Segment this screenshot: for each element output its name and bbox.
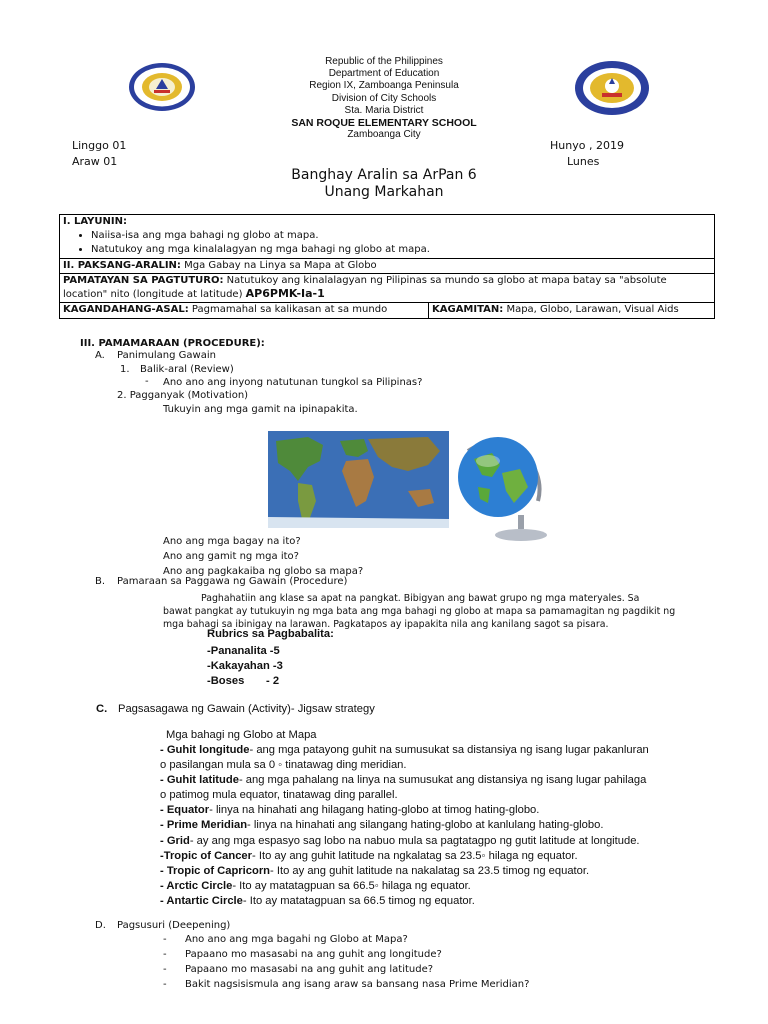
meta-day: Lunes: [567, 155, 600, 168]
pamantayan-code: AP6PMK-Ia-1: [245, 286, 325, 300]
kagandahang-cell: [60, 303, 429, 319]
kagamitan-label: KAGAMITAN:: [432, 304, 504, 316]
kagandahang-value: Pagmamahal sa kalikasan at sa mundo: [191, 304, 388, 316]
deepening-question: Ano ano ang mga bagahi ng Globo at Mapa?: [185, 934, 408, 945]
layunin-label: I. LAYUNIN:: [63, 216, 127, 227]
a1-question: Ano ano ang inyong natutunan tungkol sa Pilipinas?: [163, 377, 423, 388]
header-division: Division of City Schools: [331, 92, 437, 104]
globe-image: [448, 431, 554, 543]
term-description: - Ito ay ang guhit latitude na ngkalatag sa 23.5◦ hilaga ng equator.: [252, 849, 578, 862]
pamantayan-cell: [60, 274, 715, 303]
header-region: Region IX, Zamboanga Peninsula: [309, 80, 459, 92]
term-description: - Ito ay ang guhit latitude na nakalatag sa 23.5 timog ng equator.: [270, 864, 590, 877]
rubric-item: -Kakayahan -3: [207, 660, 283, 672]
list-item: [160, 818, 649, 833]
lesson-info-table: [59, 214, 715, 319]
section-c-label: C.: [96, 703, 108, 715]
section-b-label: B.: [95, 576, 106, 587]
deepening-question: Papaano mo masasabi na ang guhit ang longitude?: [185, 949, 442, 960]
a2-title: 2. Pagganyak (Motivation): [117, 390, 249, 401]
term-label: - Arctic Circle: [160, 879, 233, 892]
kagandahang-label: KAGANDAHANG-ASAL:: [63, 304, 189, 316]
a1-label: 1.: [120, 364, 130, 375]
pamantayan-label: PAMATAYAN SA PAGTUTURO:: [63, 275, 224, 287]
list-item: [160, 894, 649, 909]
pamantayan-value: Natutukoy ang kinalalagyan ng Pilipinas sa mundo sa globo at mapa batay sa "absolute location" nito (longitude at latitude): [63, 275, 667, 300]
kagamitan-value: Mapa, Globo, Larawan, Visual Aids: [506, 304, 679, 316]
document-header: [0, 56, 768, 141]
term-label: - Tropic of Capricorn: [160, 864, 271, 877]
rubrics-title: Rubrics sa Pagbabalita:: [207, 628, 334, 640]
layunin-cell: [60, 215, 715, 259]
list-item: [160, 788, 649, 803]
meta-araw: Araw 01: [72, 155, 118, 168]
procedure-heading: III. PAMAMARAAN (PROCEDURE):: [80, 338, 265, 349]
a1-title: Balik-aral (Review): [140, 364, 234, 375]
deepening-question: Bakit nagsisismula ang isang araw sa bansang nasa Prime Meridian?: [185, 979, 530, 990]
section-a-label: A.: [95, 350, 105, 361]
rubric-item: -Pananalita -5: [207, 645, 280, 657]
paksang-cell: [60, 258, 715, 274]
list-item: [160, 743, 649, 758]
header-republic: Republic of the Philippines: [325, 56, 443, 67]
dash-bullet: -: [163, 964, 167, 975]
term-label: - Guhit longitude: [160, 744, 250, 756]
dash-bullet: -: [163, 949, 167, 960]
kagamitan-cell: [429, 303, 715, 319]
list-item: [163, 977, 529, 992]
header-school: SAN ROQUE ELEMENTARY SCHOOL: [291, 117, 477, 130]
term-description: - Ito ay matatagpuan sa 66.5◦ hilaga ng equator.: [232, 879, 471, 892]
dash-bullet: -: [163, 934, 167, 945]
term-label: - Prime Meridian: [160, 819, 248, 832]
question-item: Ano ang pagkakaiba ng globo sa mapa?: [163, 566, 364, 577]
list-item: [163, 947, 529, 962]
list-item: [160, 834, 649, 849]
term-description: - ang mga pahalang na linya na sumusukat ang distansiya ng isang lugar pahilaga: [238, 774, 647, 787]
term-description: - linya na hinahati ang silangang hating-globo at kanlulang hating-globo.: [247, 819, 604, 832]
section-d-label: D.: [95, 920, 106, 931]
deepening-list: [163, 932, 529, 992]
layunin-item: • Naiisa-isa ang mga bahagi ng globo at mapa.: [91, 229, 711, 243]
section-b-title: Pamaraan sa Paggawa ng Gawain (Procedure): [117, 576, 348, 587]
section-d-title: Pagsusuri (Deepening): [117, 920, 231, 931]
jigsaw-list: [160, 743, 649, 909]
rubric-item: -Boses - 2: [207, 675, 280, 687]
term-description: - Ito ay matatagpuan sa 66.5 timog ng equator.: [242, 894, 475, 907]
b-paragraph-line: bawat pangkat ay tutukuyin ng mga bata ang mga bahagi ng globo at mapa sa pamamagitan ng pagdikit ng: [163, 606, 676, 617]
term-label: -Tropic of Cancer: [160, 849, 253, 862]
page-title: Banghay Aralin sa ArPan 6: [291, 167, 477, 183]
question-list: [163, 534, 363, 579]
list-item: [160, 803, 649, 818]
term-description: o patimog mula equator, tinatawag ding parallel.: [160, 789, 398, 802]
term-description: - ang mga patayong guhit na sumusukat sa distansiya ng isang lugar pakanluran: [249, 744, 649, 756]
c-subheading: Mga bahagi ng Globo at Mapa: [166, 729, 317, 741]
dash-bullet: -: [163, 979, 167, 990]
header-district: Sta. Maria District: [344, 104, 424, 116]
term-description: - ay ang mga espasyo sag lobo na nabuo mula sa pagtatagpo ng gutit latitude at longitude.: [189, 834, 640, 847]
term-label: - Grid: [160, 834, 190, 847]
paksang-label: II. PAKSANG-ARALIN:: [63, 259, 181, 271]
page-subtitle: Unang Markahan: [324, 184, 444, 200]
meta-linggo: Linggo 01: [72, 139, 127, 152]
term-label: - Guhit latitude: [160, 774, 239, 787]
term-description: o pasilangan mula sa 0 ◦ tinatawag ding meridian.: [160, 759, 407, 772]
term-description: - linya na hinahati ang hilagang hating-globo at timog hating-globo.: [209, 804, 540, 817]
section-a-title: Panimulang Gawain: [117, 350, 216, 361]
section-c-title: Pagsasagawa ng Gawain (Activity)- Jigsaw strategy: [118, 703, 375, 715]
list-item: [160, 758, 649, 773]
term-label: - Equator: [160, 804, 210, 817]
meta-date: Hunyo , 2019: [550, 139, 624, 152]
header-department: Department of Education: [328, 68, 440, 80]
deepening-question: Papaano mo masasabi na ang guhit ang latitude?: [185, 964, 434, 975]
paksang-value: Mga Gabay na Linya sa Mapa at Globo: [184, 259, 377, 271]
a2-text: Tukuyin ang mga gamit na ipinapakita.: [163, 404, 358, 415]
dash-bullet: -: [145, 376, 149, 387]
question-item: Ano ang mga bagay na ito?: [163, 536, 301, 547]
list-item: [163, 962, 529, 977]
list-item: [163, 932, 529, 947]
header-city: Zamboanga City: [347, 129, 421, 141]
list-item: [160, 773, 649, 788]
question-item: Ano ang gamit ng mga ito?: [163, 551, 299, 562]
term-label: - Antartic Circle: [160, 894, 243, 907]
b-paragraph-line: mga bahagi sa ibinigay na larawan. Pagkatapos ay ipapakita nila ang kanilang sagot sa pisara.: [163, 619, 609, 630]
layunin-item: • Natutukoy ang mga kinalalagyan ng mga bahagi ng globo at mapa.: [91, 243, 711, 257]
world-map-image: [268, 431, 449, 528]
list-item: [160, 864, 649, 879]
list-item: [160, 849, 649, 864]
list-item: [160, 879, 649, 894]
b-paragraph-line: Paghahatiin ang klase sa apat na pangkat. Bibigyan ang bawat grupo ng mga materyales. Sa: [201, 593, 640, 604]
